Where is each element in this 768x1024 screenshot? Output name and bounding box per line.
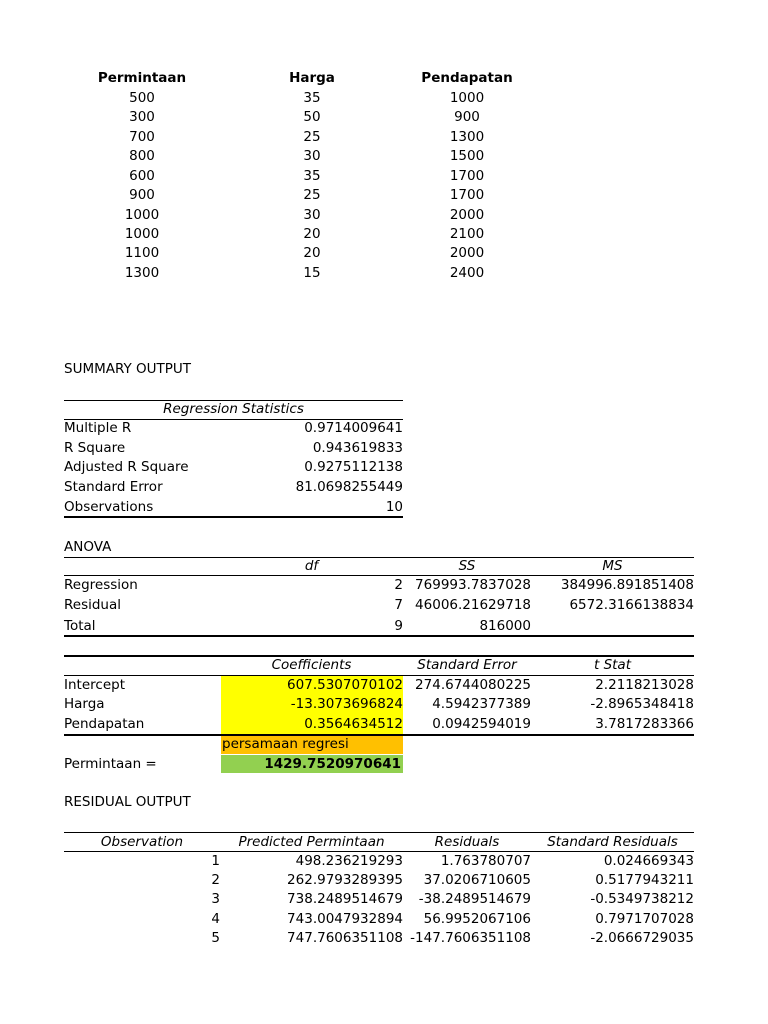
coef-value: -13.3073696824 [290,696,403,712]
cell: 4.5942377389 [432,696,531,712]
anova-row-label: Residual [64,597,122,613]
cell: 500 [129,90,155,106]
cell: -38.2489514679 [418,891,531,907]
anova-header-ms: MS [602,558,623,574]
cell: 498.236219293 [295,853,403,869]
cell: 800 [129,148,155,164]
coef-row-label: Pendapatan [64,716,145,732]
cell: 2100 [449,226,485,242]
cell: 46006.21629718 [415,597,531,613]
cell: 25 [303,187,321,203]
coef-value: 607.5307070102 [287,677,403,693]
prediction-value: 1429.7520970641 [264,756,401,772]
residual-output-title: RESIDUAL OUTPUT [64,794,191,810]
cell: 2 [394,577,403,593]
cell: 738.2489514679 [287,891,403,907]
cell: 769993.7837028 [415,577,531,593]
cell: 1000 [124,226,160,242]
stat-value: 0.943619833 [312,440,403,456]
cell: 4 [211,911,220,927]
stat-label: R Square [64,440,126,456]
cell: 384996.891851408 [560,577,694,593]
cell: 9 [394,618,403,634]
anova-header-df: df [304,558,319,574]
stat-label: Adjusted R Square [64,459,189,475]
cell: 0.024669343 [603,853,694,869]
cell: 56.9952067106 [423,911,531,927]
cell: 3.7817283366 [595,716,694,732]
cell: 1700 [449,168,485,184]
cell: -0.5349738212 [590,891,694,907]
cell: 1 [211,853,220,869]
regression-statistics-header: Regression Statistics [163,401,304,417]
cell: 30 [303,207,321,223]
cell: 3 [211,891,220,907]
cell: 1700 [449,187,485,203]
cell: -2.0666729035 [590,930,694,946]
cell: 35 [303,90,321,106]
anova-title: ANOVA [64,539,112,555]
cell: 1100 [124,245,160,261]
cell: 5 [211,930,220,946]
cell: 900 [454,109,480,125]
anova-row-label: Regression [64,577,138,593]
coef-header-coefficients: Coefficients [271,657,352,673]
anova-header-ss: SS [458,558,476,574]
cell: 262.9793289395 [287,872,403,888]
residual-header-predicted: Predicted Permintaan [238,834,385,850]
stat-value: 0.9275112138 [304,459,403,475]
cell: 0.7971707028 [595,911,694,927]
cell: 7 [394,597,403,613]
stat-value: 10 [385,499,403,515]
cell: 2000 [449,207,485,223]
divider [64,635,694,637]
cell: 37.0206710605 [423,872,531,888]
anova-row-label: Total [64,618,96,634]
residual-header-residuals: Residuals [434,834,500,850]
cell: 2 [211,872,220,888]
residual-header-observation: Observation [100,834,184,850]
stat-label: Multiple R [64,420,132,436]
cell: 6572.3166138834 [569,597,694,613]
summary-output-title: SUMMARY OUTPUT [64,361,192,377]
cell: 15 [303,265,321,281]
col-header-harga: Harga [289,70,335,86]
cell: 1300 [124,265,160,281]
cell: 1000 [124,207,160,223]
cell: 600 [129,168,155,184]
divider [64,516,403,518]
cell: 35 [303,168,321,184]
residual-header-standard: Standard Residuals [547,834,678,850]
cell: 20 [303,245,321,261]
coef-row-label: Harga [64,696,105,712]
coef-row-label: Intercept [64,677,125,693]
cell: 816000 [479,618,531,634]
cell: 2400 [449,265,485,281]
cell: -147.7606351108 [410,930,531,946]
cell: 30 [303,148,321,164]
cell: 1.763780707 [440,853,531,869]
cell: 25 [303,129,321,145]
cell: 1300 [449,129,485,145]
stat-value: 0.9714009641 [304,420,403,436]
regression-equation-label: persamaan regresi [222,736,349,752]
prediction-label: Permintaan = [64,756,157,772]
cell: 2.2118213028 [595,677,694,693]
cell: 50 [303,109,321,125]
cell: 0.5177943211 [595,872,694,888]
cell: 20 [303,226,321,242]
cell: 900 [129,187,155,203]
cell: 1000 [449,90,485,106]
cell: -2.8965348418 [590,696,694,712]
cell: 1500 [449,148,485,164]
coef-value: 0.3564634512 [304,716,403,732]
coef-header-standard-error: Standard Error [417,657,517,673]
coef-header-t-stat: t Stat [593,657,631,673]
cell: 0.0942594019 [432,716,531,732]
cell: 2000 [449,245,485,261]
cell: 300 [129,109,155,125]
stat-value: 81.0698255449 [295,479,403,495]
stat-label: Standard Error [64,479,163,495]
cell: 747.7606351108 [287,930,403,946]
col-header-permintaan: Permintaan [97,70,187,86]
cell: 274.6744080225 [415,677,531,693]
col-header-pendapatan: Pendapatan [421,70,513,86]
stat-label: Observations [64,499,154,515]
cell: 743.0047932894 [287,911,403,927]
cell: 700 [129,129,155,145]
